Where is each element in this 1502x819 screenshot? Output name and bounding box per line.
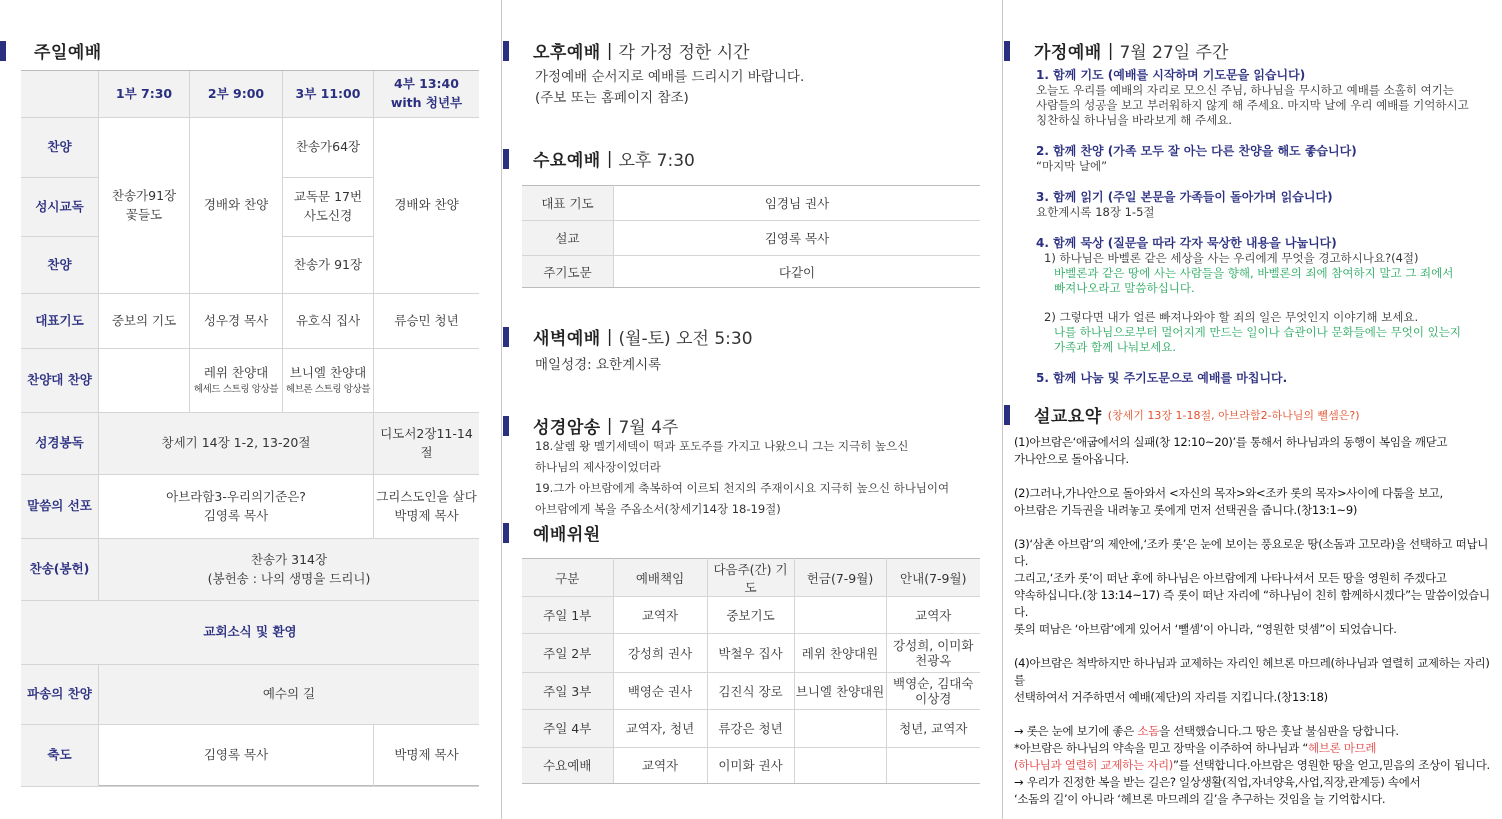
table-cell (886, 748, 980, 784)
row-label: 주기도문 (522, 256, 614, 288)
header-service-3: 3부 11:00 (282, 71, 373, 118)
apostles-creed: 사도신경 (303, 208, 353, 223)
responsive-reading-number: 교독문 17번 (293, 189, 363, 205)
table-row (522, 221, 980, 256)
section-marker (0, 41, 6, 61)
column-header: 다음주(간) 기도 (707, 559, 794, 597)
row-label-scripture: 성경봉독 (21, 413, 98, 475)
step-3-title: 3. 함께 읽기 (주일 본문을 가족들이 돌아가며 읽습니다) (1036, 190, 1333, 204)
scripture-main: 창세기 14장 1-2, 13-20절 (98, 413, 373, 475)
row-label-responsive-reading: 성시교독 (21, 178, 98, 237)
summary-line: (4)아브람은 척박하지만 하나님과 교제하는 자리인 헤브론 마므레(하나님과 열렬히 교제하는 자리)를 (1014, 656, 1490, 687)
table-row (522, 710, 980, 748)
step-2-title: 2. 함께 찬양 (가족 모두 잘 아는 다른 찬양을 해도 좋습니다) (1036, 144, 1357, 158)
dawn-worship-heading (503, 324, 753, 349)
sunday-schedule-table (21, 70, 479, 786)
summary-line (1014, 740, 1500, 757)
row-label: 주일 1부 (522, 597, 613, 634)
step-1-title: 1. 함께 기도 (예배를 시작하며 기도문을 읽습니다) (1036, 68, 1306, 82)
summary-text: → 롯은 눈에 보기에 좋은 (1014, 724, 1138, 738)
afternoon-worship-heading (503, 38, 750, 63)
memory-verse-heading (503, 413, 678, 438)
worship-committee-heading (503, 520, 601, 545)
verse-line: 18.살렘 왕 멜기세덱이 떡과 포도주를 가지고 나왔으니 그는 지극히 높으신 (535, 439, 909, 453)
summary-line: (2)그러나,가나안으로 돌아와서 <자신의 목자>와<조카 롯의 목자>사이에 다툼을 보고, (1014, 486, 1443, 500)
summary-line: 약속하십니다.(창 13:14~17) 즉 롯이 떠난 자리에 “하나님이 친히 함께하시겠다”는 말씀이었습니다. (1014, 588, 1490, 619)
table-cell: 중보기도 (707, 597, 794, 634)
summary-line: (1)아브람은‘애굽에서의 실패(창 12:10~20)’를 통해서 하나님과의 동행이 복임을 깨닫고 (1014, 435, 1448, 449)
title-separator: | (606, 40, 613, 61)
section-title: 오후예배 (533, 43, 601, 63)
table-row (522, 256, 980, 288)
question-1: 1) 하나님은 바벨론 같은 세상을 사는 우리에게 무엇을 경고하시나요?(4절) (1044, 251, 1419, 265)
afternoon-instructions (535, 67, 804, 109)
section-title: 성경암송 (533, 418, 601, 438)
table-cell: 박철우 집사 (707, 634, 794, 673)
highlight-hebron: 헤브론 마므레 (1308, 741, 1377, 755)
table-cell (794, 710, 886, 748)
summary-line: 선택하여서 거주하면서 예배(제단)의 자리를 지킵니다.(창13:18) (1014, 690, 1328, 704)
row-label: 설교 (522, 221, 614, 256)
summary-line: ‘소돔의 길’이 아니라 ‘헤브론 마므레의 길’을 추구하는 것임을 늘 기억합시다. (1014, 792, 1386, 806)
row-label: 주일 2부 (522, 634, 613, 673)
section-title: 가정예배 (1034, 43, 1102, 63)
summary-line: → 우리가 진정한 복을 받는 길은? 일상생활(직업,자녀양육,사업,직장,관계등) 속에서 (1014, 775, 1421, 789)
section-marker (1004, 405, 1010, 425)
section-marker (503, 416, 509, 436)
section-marker (503, 523, 509, 543)
family-worship-heading (1004, 38, 1228, 63)
title-separator: | (606, 326, 613, 347)
choir-name: 레위 찬양대 (203, 365, 269, 380)
preacher: 박명제 목사 (394, 507, 459, 523)
section-subtitle: 각 가정 정한 시간 (618, 43, 750, 63)
summary-text: 을 선택했습니다.그 땅은 훗날 불심판을 당합니다. (1159, 724, 1399, 738)
service3-praise-2: 찬송가 91장 (282, 237, 373, 294)
sermon-title: 아브라함3-우리의기준은? (166, 488, 306, 504)
daily-bible-line: 매일성경: 요한계시록 (535, 357, 662, 373)
sermon-summary-heading (1004, 402, 1360, 427)
choir-name: 브니엘 찬양대 (289, 365, 367, 380)
section-subtitle: 7월 4주 (618, 418, 679, 438)
prayer-service-4: 류승민 청년 (373, 294, 479, 349)
section-title: 수요예배 (533, 151, 601, 171)
table-row (522, 748, 980, 784)
summary-line: 아브람은 기득권을 내려놓고 롯에게 먼저 선택권을 줍니다.(창13:1~9) (1014, 503, 1358, 517)
instruction-line: (주보 또는 홈페이지 참조) (535, 90, 689, 106)
table-cell: 청년, 교역자 (886, 710, 980, 748)
sunday-worship-heading (0, 38, 102, 63)
family-worship-column (1004, 0, 1502, 819)
row-label: 수요예배 (522, 748, 613, 784)
step-5-title: 5. 함께 나눔 및 주기도문으로 예배를 마칩니다. (1036, 371, 1288, 385)
table-corner (21, 71, 98, 118)
header-service-1: 1부 7:30 (98, 71, 189, 118)
table-cell: 브니엘 찬양대원 (794, 673, 886, 710)
instruction-line: 가정예배 순서지로 예배를 드리시기 바랍니다. (535, 69, 805, 85)
row-value: 임경님 권사 (614, 186, 981, 221)
row-label-sermon: 말씀의 선포 (21, 475, 98, 539)
row-value: 김영록 목사 (614, 221, 981, 256)
row-label-praise-2: 찬양 (21, 237, 98, 294)
family-worship-steps (1036, 66, 1496, 386)
benediction-service-4: 박명제 목사 (373, 725, 479, 787)
prayer-line: 오늘도 우리를 예배의 자리로 모으신 주님, 하나님을 무시하고 예배를 소홀히 여기는 (1036, 83, 1454, 97)
table-row (522, 634, 980, 673)
ensemble-name: 헤세드 스트링 앙상블 (193, 383, 279, 395)
service3-responsive-reading (282, 178, 373, 237)
section-subtitle: 7월 27일 주간 (1119, 43, 1229, 63)
answer-2-line: 나를 하나님으로부터 멀어지게 만드는 일이나 습관이나 문화들에는 무엇이 있는지 (1054, 325, 1461, 339)
summary-line: 그리고,‘조카 롯’이 떠난 후에 하나님은 아브람에게 나타나셔서 모든 땅을 영원히 주겠다고 (1014, 571, 1447, 585)
header-service-4-time: 4부 13:40 (394, 76, 459, 92)
title-separator: | (606, 415, 613, 436)
table-cell: 교역자 (886, 597, 980, 634)
service1-praise-block (98, 118, 189, 294)
memory-verse-text (535, 436, 949, 520)
hymn-title: 꽃들도 (125, 206, 163, 222)
summary-line (1014, 723, 1500, 740)
column-header: 예배책임 (613, 559, 707, 597)
section-marker (1004, 41, 1010, 61)
answer-1-line: 빠져나오라고 말씀하십니다. (1054, 281, 1195, 295)
highlight-sodom: 소돔 (1137, 724, 1160, 738)
table-cell: 강성희, 이미화 천광옥 (886, 634, 980, 673)
sending-hymn: 예수의 길 (98, 665, 479, 725)
choir-service-3 (282, 349, 373, 413)
choir-service-4 (373, 349, 479, 413)
summary-line: (3)‘삼촌 아브람’의 제안에,‘조카 롯’은 눈에 보이는 풍요로운 땅(소돔과 고모라)을 선택하고 떠납니다. (1014, 537, 1489, 568)
table-cell (794, 748, 886, 784)
summary-text: *아브람은 하나님의 약속을 믿고 장막을 이주하여 하나님과 “ (1014, 741, 1309, 755)
title-separator: | (606, 148, 613, 169)
answer-1-line: 바벨론과 같은 땅에 사는 사람들을 향해, 바벨론의 죄에 참여하지 말고 그 죄에서 (1054, 266, 1454, 280)
section-marker (503, 327, 509, 347)
column-header: 안내(7-9월) (886, 559, 980, 597)
scripture-service-4: 디도서2장11-14절 (373, 413, 479, 475)
ensemble-name: 헤브론 스트링 앙상블 (285, 383, 371, 395)
service3-praise-1: 찬송가64장 (282, 118, 373, 178)
verse-line: 19.그가 아브람에게 축복하여 이르되 천지의 주재이시요 지극히 높으신 하나님이여 (535, 481, 950, 495)
row-label-sending: 파송의 찬양 (21, 665, 98, 725)
table-cell: 교역자 (613, 597, 707, 634)
choir-service-2 (189, 349, 282, 413)
weekday-worship-column (503, 0, 1002, 819)
header-service-4 (373, 71, 479, 118)
sermon-title: 그리스도인을 살다 (376, 488, 477, 504)
table-cell: 류강은 청년 (707, 710, 794, 748)
table-cell (794, 597, 886, 634)
summary-line: 가나안으로 돌아옵니다. (1014, 452, 1129, 466)
offering-hymn-title: (봉헌송 : 나의 생명을 드리니) (207, 570, 371, 586)
hymn-number: 찬송가91장 (111, 187, 177, 203)
summary-line: 롯의 떠남은 ‘아브람’에게 있어서 ‘뺄셈’이 아니라, “영원한 덧셈”이 되었습니다. (1014, 622, 1397, 636)
section-title: 예배위원 (533, 525, 601, 545)
table-row (522, 186, 980, 221)
wednesday-worship-heading (503, 146, 695, 171)
summary-text: ”를 선택합니다.아브람은 영원한 땅을 얻고,믿음의 조상이 됩니다. (1172, 758, 1490, 772)
table-cell: 레위 찬양대원 (794, 634, 886, 673)
row-label: 주일 4부 (522, 710, 613, 748)
header-service-2: 2부 9:00 (189, 71, 282, 118)
sunday-worship-column (0, 0, 500, 819)
wednesday-table (522, 185, 980, 288)
section-marker (503, 149, 509, 169)
table-cell: 이미화 권사 (707, 748, 794, 784)
row-label: 주일 3부 (522, 673, 613, 710)
verse-line: 아브람에게 복을 주옵소서(창세기14장 18-19절) (535, 502, 781, 516)
column-header: 구분 (522, 559, 613, 597)
table-cell: 백영순, 김대숙 이상경 (886, 673, 980, 710)
service4-praise-block: 경배와 찬양 (373, 118, 479, 294)
title-separator: | (1107, 40, 1114, 61)
sermon-summary-body (1014, 434, 1500, 808)
committee-table (522, 558, 980, 784)
prayer-line: 사람들의 성공을 보고 부러워하지 않게 해 주세요. 마지막 날에 우리 예배를 기억하시고 (1036, 98, 1469, 112)
table-cell: 교역자 (613, 748, 707, 784)
row-label-offering: 찬송(봉헌) (21, 539, 98, 601)
preacher: 김영록 목사 (203, 507, 269, 523)
table-cell: 백영순 권사 (613, 673, 707, 710)
header-service-4-note: with 청년부 (390, 95, 463, 110)
column-divider-2 (1002, 0, 1003, 819)
service2-praise-block: 경배와 찬양 (189, 118, 282, 294)
section-subtitle: (월-토) 오전 5:30 (618, 329, 753, 349)
prayer-line: 칭찬하실 하나님을 바라보게 해 주세요. (1036, 113, 1233, 127)
prayer-service-3: 유호식 집사 (282, 294, 373, 349)
answer-2-line: 가족과 함께 나눠보세요. (1054, 340, 1177, 354)
offering-hymn (98, 539, 479, 601)
table-cell: 김진식 장로 (707, 673, 794, 710)
step-3-passage: 요한계시록 18장 1-5절 (1036, 205, 1155, 219)
table-header-row (522, 559, 980, 597)
column-header: 헌금(7-9월) (794, 559, 886, 597)
section-title: 설교요약 (1034, 407, 1102, 427)
sermon-reference: (창세기 13장 1-18절, 아브라함2-하나님의 뻴셈은?) (1107, 408, 1360, 422)
section-marker (503, 41, 509, 61)
table-row (522, 673, 980, 710)
verse-line: 하나님의 제사장이었더라 (535, 460, 661, 474)
row-label: 대표 기도 (522, 186, 614, 221)
offering-hymn-number: 찬송가 314장 (250, 551, 328, 567)
row-value: 다같이 (614, 256, 981, 288)
table-row (522, 597, 980, 634)
step-4-title: 4. 함께 묵상 (질문을 따라 각자 묵상한 내용을 나눕니다) (1036, 236, 1337, 250)
step-2-hymn: “마지막 날에” (1036, 159, 1108, 173)
choir-service-1 (98, 349, 189, 413)
sermon-service-4 (373, 475, 479, 539)
section-title: 주일예배 (34, 43, 102, 63)
column-divider-1 (501, 0, 502, 819)
row-label-prayer: 대표기도 (21, 294, 98, 349)
highlight-hebron-meaning: (하나님과 열렬히 교제하는 자리) (1014, 758, 1173, 772)
section-title: 새벽예배 (533, 329, 601, 349)
table-cell: 강성희 권사 (613, 634, 707, 673)
benediction-main: 김영록 목사 (98, 725, 373, 787)
row-label-praise: 찬양 (21, 118, 98, 178)
question-2: 2) 그렇다면 내가 얼른 빠져나와야 할 죄의 일은 무엇인지 이야기해 보세요. (1044, 310, 1419, 324)
row-label-benediction: 축도 (21, 725, 98, 787)
summary-line (1014, 757, 1500, 774)
prayer-service-2: 성우경 목사 (189, 294, 282, 349)
section-subtitle: 오후 7:30 (618, 151, 695, 171)
prayer-service-1: 중보의 기도 (98, 294, 189, 349)
row-church-news: 교회소식 및 환영 (21, 601, 479, 665)
row-label-choir: 찬양대 찬양 (21, 349, 98, 413)
sermon-main (98, 475, 373, 539)
table-cell: 교역자, 청년 (613, 710, 707, 748)
